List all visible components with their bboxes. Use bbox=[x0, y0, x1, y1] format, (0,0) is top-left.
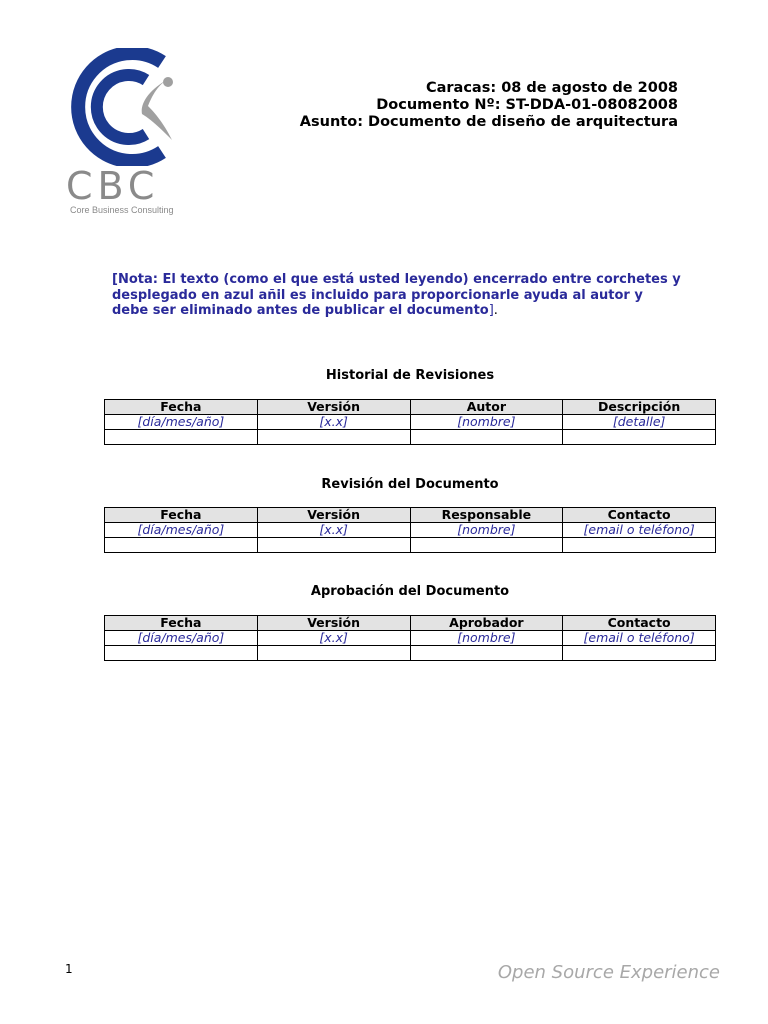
table-cell: [día/mes/año] bbox=[105, 523, 258, 538]
section-title-approval: Aprobación del Documento bbox=[310, 584, 510, 599]
header-document-number: Documento Nº: ST-DDA-01-08082008 bbox=[376, 97, 678, 113]
table-cell: [x.x] bbox=[257, 415, 410, 430]
table-cell bbox=[563, 430, 716, 445]
approval-table bbox=[104, 615, 716, 661]
section-title-review: Revisión del Documento bbox=[321, 477, 499, 492]
table-cell: [día/mes/año] bbox=[105, 631, 258, 646]
column-header: Autor bbox=[410, 400, 563, 415]
table-cell: [x.x] bbox=[257, 523, 410, 538]
table-cell bbox=[410, 538, 563, 553]
table-row bbox=[105, 415, 716, 430]
cbc-logo-mark-icon bbox=[66, 48, 178, 166]
column-header: Fecha bbox=[105, 616, 258, 631]
table-cell bbox=[105, 538, 258, 553]
header-subject: Asunto: Documento de diseño de arquitectura bbox=[299, 114, 678, 130]
footer-brand-text: Open Source Experience bbox=[497, 962, 720, 983]
table-row-empty bbox=[105, 430, 716, 445]
table-cell: [detalle] bbox=[563, 415, 716, 430]
table-cell bbox=[563, 646, 716, 661]
table-cell: [email o teléfono] bbox=[563, 523, 716, 538]
page-number: 1 bbox=[65, 962, 73, 976]
column-header: Fecha bbox=[105, 508, 258, 523]
header-location-date: Caracas: 08 de agosto de 2008 bbox=[425, 80, 678, 96]
document-header bbox=[300, 80, 678, 131]
table-header-row bbox=[105, 616, 716, 631]
table-row bbox=[105, 631, 716, 646]
table-header-row bbox=[105, 508, 716, 523]
column-header: Versión bbox=[257, 616, 410, 631]
logo-tagline: Core Business Consulting bbox=[70, 205, 174, 215]
column-header: Contacto bbox=[563, 616, 716, 631]
note-text: [Nota: El texto (como el que está usted leyendo) encerrado entre corchetes y desplegado en azul añil es incluido para proporcionarle ayuda al autor y debe ser eliminado antes de publicar el documento bbox=[112, 272, 681, 318]
column-header: Versión bbox=[257, 400, 410, 415]
table-cell: [nombre] bbox=[410, 523, 563, 538]
table-cell: [x.x] bbox=[257, 631, 410, 646]
column-header: Versión bbox=[257, 508, 410, 523]
table-cell: [email o teléfono] bbox=[563, 631, 716, 646]
table-cell bbox=[410, 646, 563, 661]
table-row-empty bbox=[105, 538, 716, 553]
table-header-row bbox=[105, 400, 716, 415]
table-cell: [día/mes/año] bbox=[105, 415, 258, 430]
table-cell: [nombre] bbox=[410, 631, 563, 646]
column-header: Descripción bbox=[563, 400, 716, 415]
column-header: Fecha bbox=[105, 400, 258, 415]
history-table bbox=[104, 399, 716, 445]
table-cell bbox=[257, 430, 410, 445]
table-cell bbox=[105, 646, 258, 661]
section-title-history: Historial de Revisiones bbox=[325, 368, 495, 383]
column-header: Contacto bbox=[563, 508, 716, 523]
table-row bbox=[105, 523, 716, 538]
note-close-bracket: ] bbox=[488, 303, 494, 318]
cbc-logo bbox=[66, 48, 178, 218]
table-cell bbox=[105, 430, 258, 445]
column-header: Aprobador bbox=[410, 616, 563, 631]
table-row-empty bbox=[105, 646, 716, 661]
table-cell bbox=[257, 538, 410, 553]
table-cell: [nombre] bbox=[410, 415, 563, 430]
note-period: . bbox=[493, 303, 498, 318]
author-note bbox=[112, 272, 682, 319]
review-table bbox=[104, 507, 716, 553]
table-cell bbox=[410, 430, 563, 445]
table-cell bbox=[257, 646, 410, 661]
logo-brand-text: CBC bbox=[66, 164, 160, 208]
table-cell bbox=[563, 538, 716, 553]
column-header: Responsable bbox=[410, 508, 563, 523]
